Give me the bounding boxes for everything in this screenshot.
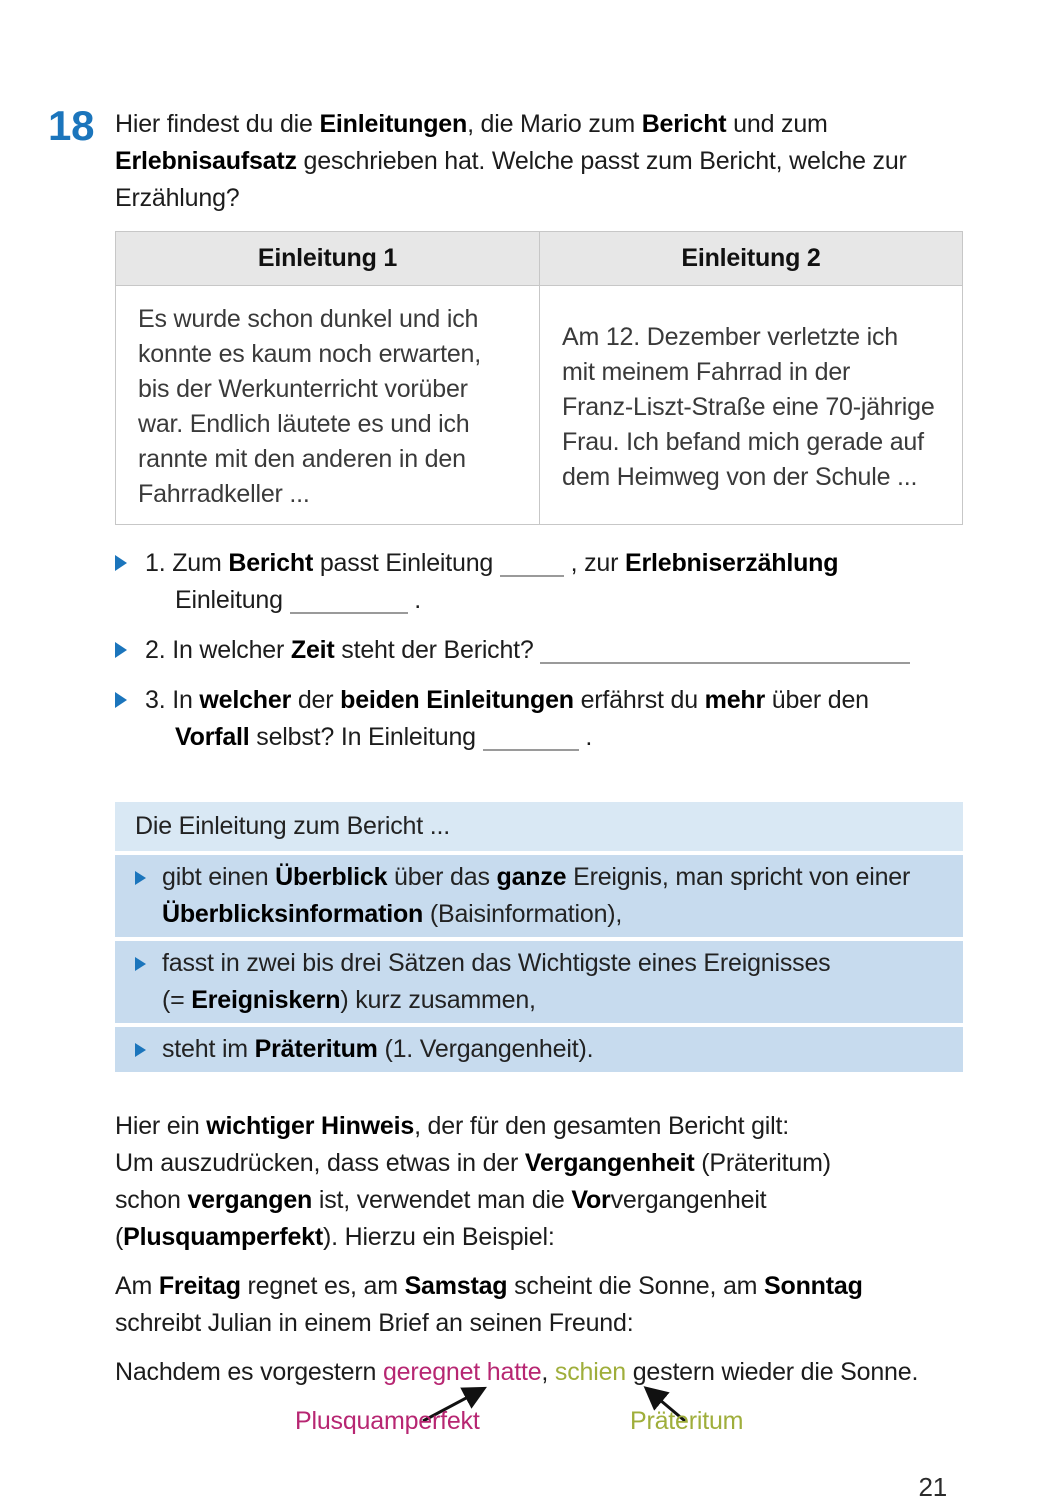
text-line	[145, 582, 838, 619]
text-segment: Erlebnisaufsatz	[115, 147, 297, 175]
text-segment: , der für den gesamten Bericht gilt:	[414, 1112, 790, 1140]
text-segment: Überblicksinformation	[162, 900, 424, 928]
text-segment: Um auszudrücken, dass etwas in der	[115, 1149, 525, 1177]
text-segment: Hier findest du die	[115, 110, 320, 138]
text-segment: Präteritum	[254, 1035, 378, 1063]
text-segment: Nachdem es vorgestern	[115, 1358, 383, 1386]
text-segment: (Präteritum)	[694, 1149, 831, 1177]
text-line	[115, 106, 975, 143]
text-line	[115, 1268, 1057, 1305]
text-line	[115, 143, 975, 180]
text-segment: Samstag	[404, 1272, 508, 1300]
text-line: Am 12. Dezember verletzte ich	[562, 323, 898, 351]
text-segment: (=	[162, 986, 192, 1014]
text-segment: steht im	[162, 1035, 255, 1063]
text-segment: Bericht	[228, 549, 314, 577]
text-segment: 2. In welcher	[145, 636, 291, 664]
text-line	[115, 1108, 1057, 1145]
text-segment: Bericht	[641, 110, 727, 138]
text-segment: und zum	[726, 110, 828, 138]
text-line	[145, 682, 869, 719]
text-segment: erfährst du	[573, 686, 705, 714]
text-line: Franz-Liszt-Straße eine 70-jährige	[562, 393, 935, 421]
text-segment: Erzählung?	[115, 184, 240, 212]
text-segment: scheint die Sonne, am	[507, 1272, 765, 1300]
einleitung-table	[115, 231, 963, 525]
text-segment: 1. Zum	[145, 549, 229, 577]
question-1	[115, 545, 1057, 619]
text-segment: fasst in zwei bis drei Sätzen das Wichtigste eines Ereignisses	[162, 949, 831, 977]
blank-field	[540, 652, 910, 664]
text-segment: schreibt Julian in einem Brief an seinen Freund:	[115, 1309, 634, 1337]
text-segment: Plusquamperfekt	[123, 1223, 323, 1251]
text-segment: ,	[541, 1358, 555, 1386]
table-cell-einleitung-1	[116, 286, 539, 524]
table-header-row	[116, 232, 962, 286]
bullet-triangle-icon	[115, 555, 127, 571]
page-number: 21	[918, 1472, 947, 1500]
text-line	[162, 982, 830, 1019]
text-line	[145, 719, 869, 756]
text-segment: .	[578, 723, 593, 751]
text-line	[115, 1145, 1057, 1182]
bullet-triangle-icon	[135, 957, 146, 971]
exercise-instruction	[115, 106, 975, 217]
table-body-row	[116, 286, 962, 524]
text-segment: gestern wieder die Sonne.	[625, 1358, 919, 1386]
text-segment: selbst? In Einleitung	[249, 723, 483, 751]
text-segment: Sonntag	[764, 1272, 863, 1300]
text-segment: Vorfall	[175, 723, 250, 751]
example-intro-paragraph	[115, 1268, 1057, 1342]
text-line	[162, 859, 910, 896]
text-segment: mehr	[704, 686, 766, 714]
text-segment: vergangen	[187, 1186, 313, 1214]
text-segment: (Baisinformation),	[423, 900, 623, 928]
table-header-einleitung-1: Einleitung 1	[116, 232, 539, 285]
text-segment: schon	[115, 1186, 188, 1214]
text-segment: vergangenheit	[610, 1186, 767, 1214]
text-segment: ). Hierzu ein Beispiel:	[322, 1223, 555, 1251]
text-line	[115, 1219, 1057, 1256]
text-line	[162, 1031, 593, 1068]
text-line	[145, 632, 910, 669]
text-segment: ganze	[496, 863, 567, 891]
text-line: war. Endlich läutete es und ich	[138, 410, 470, 438]
info-box-bullet-2	[115, 941, 963, 1023]
text-segment: steht der Bericht?	[334, 636, 541, 664]
table-header-einleitung-2: Einleitung 2	[539, 232, 962, 285]
table-cell-einleitung-2	[539, 286, 962, 524]
info-box-bullet-1	[115, 855, 963, 937]
exercise-number: 18	[48, 102, 95, 149]
info-box-bullet-3	[115, 1027, 963, 1072]
text-segment: Freitag	[158, 1272, 241, 1300]
text-segment: Einleitungen	[319, 110, 468, 138]
text-segment: (1. Vergangenheit).	[377, 1035, 594, 1063]
text-line	[162, 896, 910, 933]
exercise-header	[0, 0, 1057, 217]
text-segment: passt Einleitung	[313, 549, 500, 577]
text-segment: über den	[765, 686, 869, 714]
text-line: dem Heimweg von der Schule ...	[562, 463, 918, 491]
question-list	[115, 545, 1057, 756]
label-praeteritum: Präteritum	[630, 1407, 744, 1435]
text-line	[115, 1182, 1057, 1219]
text-segment: Vor	[571, 1186, 611, 1214]
question-3	[115, 682, 1057, 756]
bullet-triangle-icon	[115, 642, 127, 658]
text-segment: über das	[387, 863, 497, 891]
text-line: konnte es kaum noch erwarten,	[138, 340, 482, 368]
text-segment: , die Mario zum	[467, 110, 642, 138]
text-line	[115, 1354, 1057, 1391]
text-segment: wichtiger Hinweis	[206, 1112, 415, 1140]
hint-paragraph	[115, 1108, 1057, 1256]
text-segment: gibt einen	[162, 863, 276, 891]
text-line: Frau. Ich befand mich gerade auf	[562, 428, 924, 456]
text-segment: .	[407, 586, 422, 614]
text-segment: ) kurz zusammen,	[340, 986, 536, 1014]
text-segment: welcher	[199, 686, 292, 714]
text-line: Es wurde schon dunkel und ich	[138, 305, 479, 333]
text-line	[145, 545, 838, 582]
text-segment: Vergangenheit	[524, 1149, 695, 1177]
label-plusquamperfekt: Plusquamperfekt	[295, 1407, 480, 1435]
blank-field	[290, 602, 408, 614]
text-line: Fahrradkeller ...	[138, 480, 310, 508]
text-segment: der	[291, 686, 341, 714]
text-segment: geschrieben hat. Welche passt zum Bericht, welche zur	[296, 147, 907, 175]
text-segment: Am	[115, 1272, 159, 1300]
bullet-triangle-icon	[115, 692, 127, 708]
text-segment: Einleitung	[175, 586, 290, 614]
text-segment: (	[115, 1223, 124, 1251]
text-segment: geregnet hatte	[382, 1358, 542, 1386]
text-line	[115, 180, 975, 217]
info-box-title: Die Einleitung zum Bericht ...	[115, 802, 963, 851]
example-sentence	[115, 1354, 1057, 1391]
text-segment: ist, verwendet man die	[312, 1186, 572, 1214]
text-line: mit meinem Fahrrad in der	[562, 358, 851, 386]
text-segment: beiden Einleitungen	[340, 686, 574, 714]
text-segment: Erlebniserzählung	[625, 549, 839, 577]
question-2	[115, 632, 1057, 669]
text-line	[115, 1305, 1057, 1342]
text-segment: Ereignis, man spricht von einer	[566, 863, 911, 891]
bullet-triangle-icon	[135, 871, 146, 885]
blank-field	[500, 565, 564, 577]
grammar-label-area	[115, 1391, 1057, 1465]
text-segment: , zur	[563, 549, 625, 577]
info-box	[115, 802, 963, 1072]
text-segment: Zeit	[290, 636, 335, 664]
text-line	[162, 945, 830, 982]
text-segment: regnet es, am	[240, 1272, 405, 1300]
text-segment: Hier ein	[115, 1112, 207, 1140]
text-line: rannte mit den anderen in den	[138, 445, 466, 473]
text-segment: schien	[554, 1358, 626, 1386]
bullet-triangle-icon	[135, 1043, 146, 1057]
blank-field	[483, 739, 579, 751]
text-segment: 3. In	[145, 686, 200, 714]
text-segment: Überblick	[275, 863, 388, 891]
text-line: bis der Werkunterricht vorüber	[138, 375, 468, 403]
text-segment: Ereigniskern	[191, 986, 341, 1014]
